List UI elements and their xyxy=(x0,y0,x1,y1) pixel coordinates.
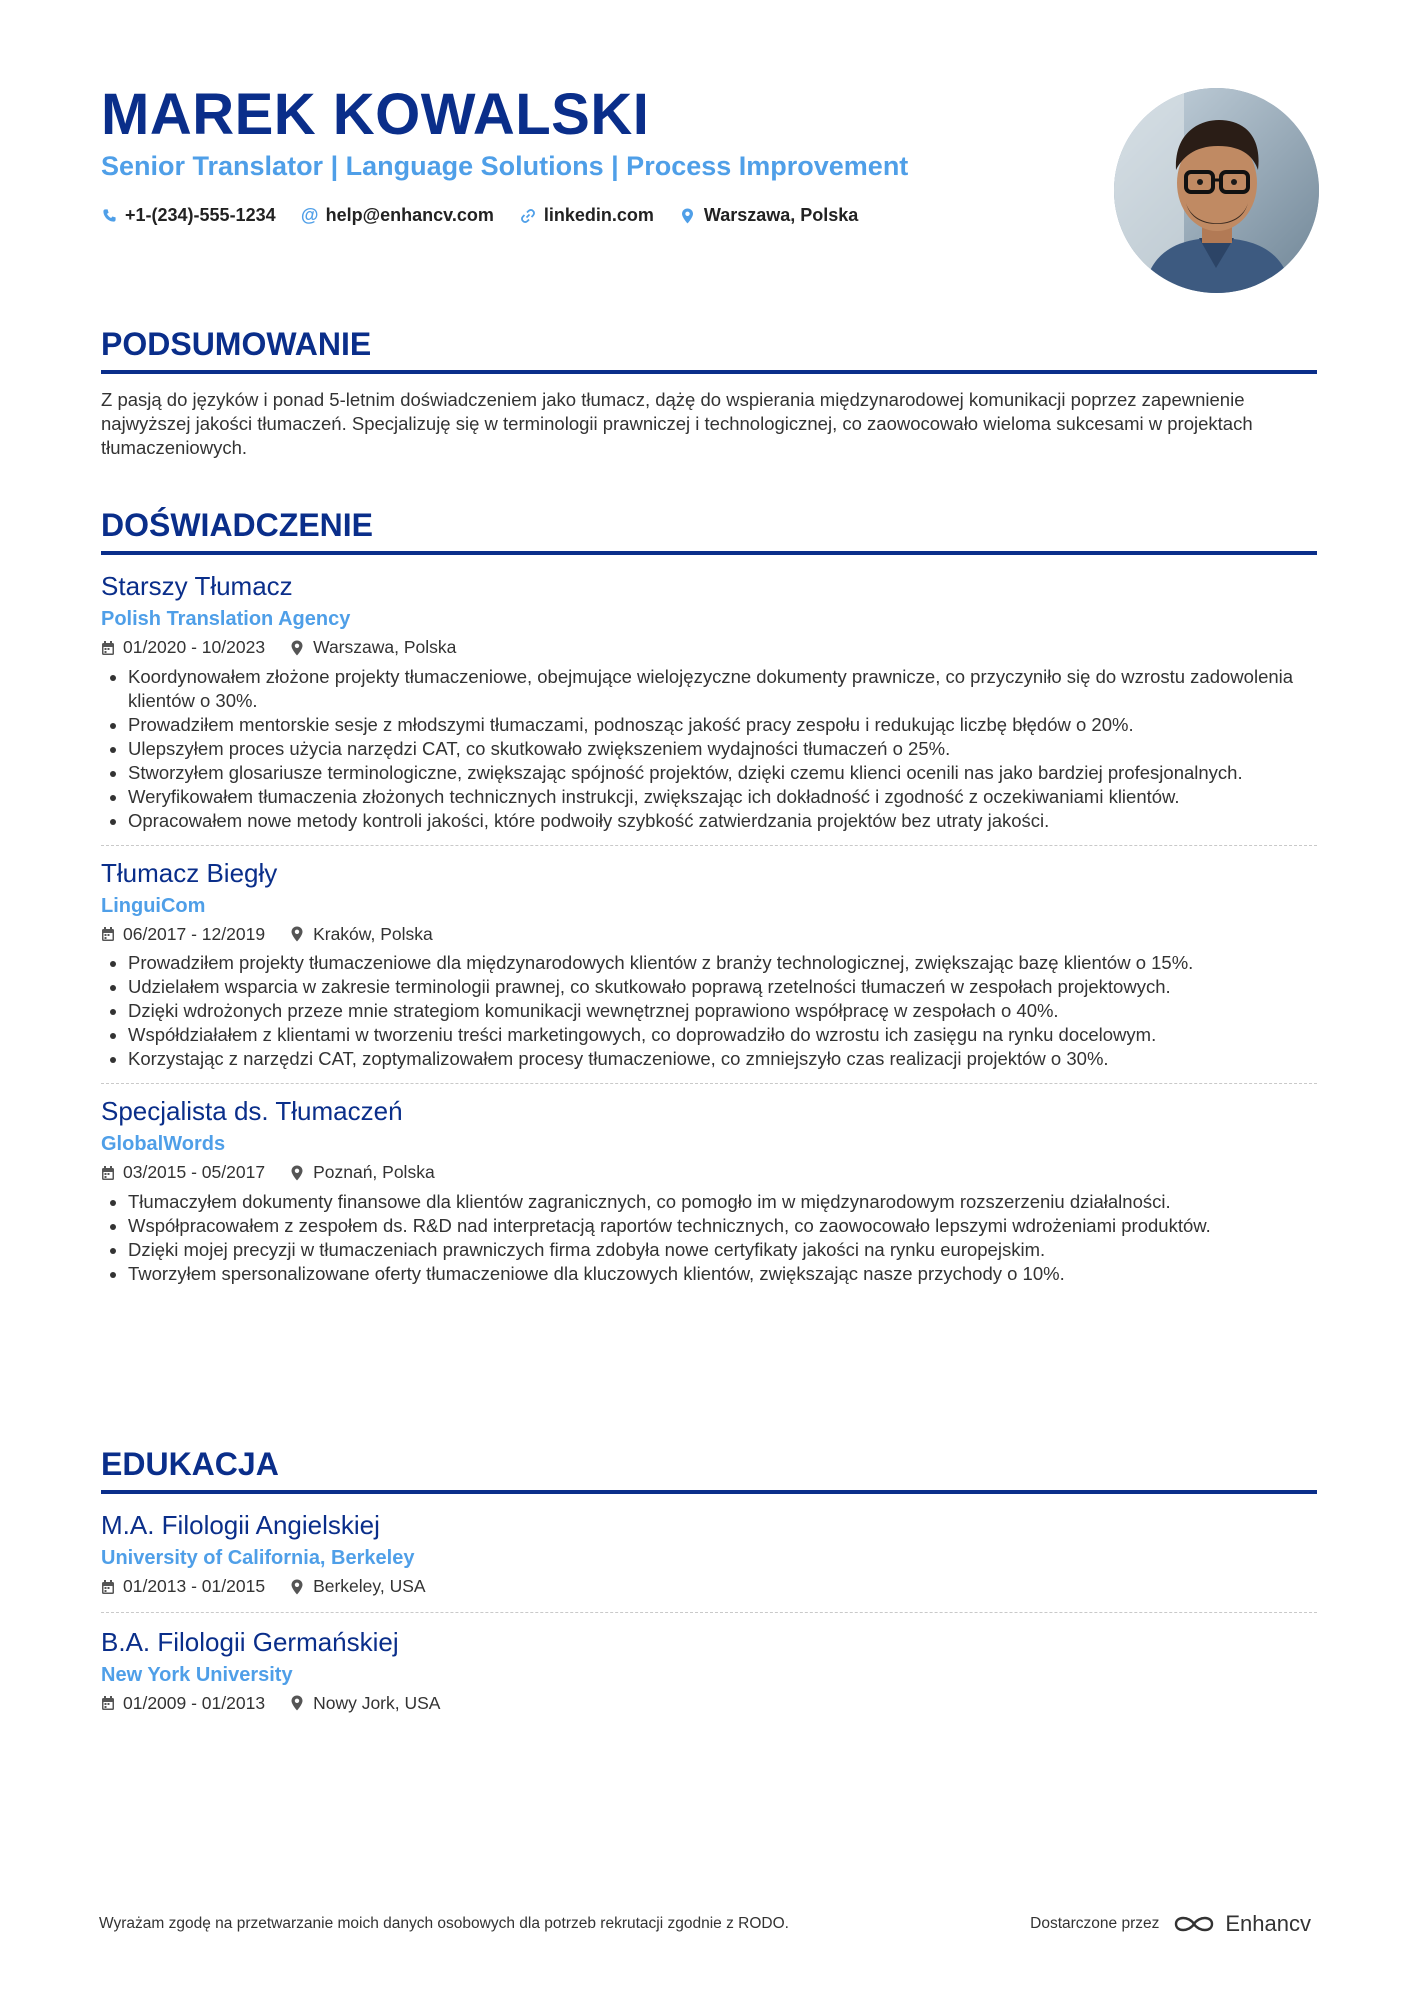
job-location-text: Kraków, Polska xyxy=(313,923,433,944)
contact-location xyxy=(680,205,858,226)
job-company: Polish Translation Agency xyxy=(101,608,351,630)
location-pin-icon xyxy=(680,208,696,224)
job-dates xyxy=(101,1164,265,1182)
experience-heading: DOŚWIADCZENIE xyxy=(101,509,1317,555)
powered-by-label: Dostarczone przez xyxy=(1030,1915,1160,1932)
job-title: Starszy Tłumacz xyxy=(101,571,293,601)
job-meta xyxy=(101,923,1317,944)
job-dates-text: 03/2015 - 05/2017 xyxy=(123,1162,266,1182)
education-entry xyxy=(101,1512,1317,1596)
job-location-text: Warszawa, Polska xyxy=(313,637,457,657)
enhancv-logo xyxy=(1171,1911,1311,1937)
education-heading: EDUKACJA xyxy=(101,1448,1317,1494)
education-dates-text: 01/2009 - 01/2013 xyxy=(123,1692,266,1713)
list-item: • Prowadziłem projekty tłumaczeniowe dla międzynarodowych klientów z branży technologicznej, zwiększając bazę klientów o 15%. xyxy=(128,951,1317,975)
list-item: • Tłumaczyłem dokumenty finansowe dla klientów zagranicznych, co pomogło im w międzynarodowym rozszerzeniu działalności. xyxy=(128,1190,1317,1214)
location-pin-icon xyxy=(291,1579,305,1595)
education-divider xyxy=(101,1612,1317,1613)
school-name: University of California, Berkeley xyxy=(101,1547,415,1569)
education-location-text: Berkeley, USA xyxy=(313,1576,426,1596)
job-location-text: Poznań, Polska xyxy=(313,1162,435,1182)
calendar-icon xyxy=(101,640,115,656)
location-pin-icon xyxy=(291,1695,305,1711)
location-pin-icon xyxy=(291,1165,305,1181)
job-dates-text: 01/2020 - 10/2023 xyxy=(123,637,266,657)
list-item: • Współdziałałem z klientami w tworzeniu treści marketingowych, co doprowadziło do wzrostu ich zasięgu na rynku docelowym. xyxy=(128,1023,1317,1047)
job-company: LinguiCom xyxy=(101,894,206,917)
job-location xyxy=(291,1164,435,1182)
job-divider xyxy=(101,1083,1317,1084)
powered-by[interactable] xyxy=(1030,1911,1311,1937)
list-item: • Ulepszyłem proces użycia narzędzi CAT, co skutkowało zwiększeniem wydajności tłumaczeń o 25%. xyxy=(128,737,1317,761)
calendar-icon xyxy=(101,1165,115,1181)
job-dates xyxy=(101,639,265,657)
summary-section xyxy=(101,328,1317,460)
job-location xyxy=(291,923,433,944)
job-bullets xyxy=(101,665,1317,833)
list-item: • Dzięki wdrożonych przeze mnie strategiom komunikacji wewnętrznej poprawiono współpracę w zespołach o 40%. xyxy=(128,999,1317,1023)
calendar-icon xyxy=(101,1695,115,1711)
phone-icon xyxy=(101,208,117,224)
consent-text: Wyrażam zgodę na przetwarzanie moich danych osobowych dla potrzeb rekrutacji zgodnie z RODO. xyxy=(99,1915,789,1932)
location-pin-icon xyxy=(291,640,305,656)
education-dates xyxy=(101,1692,266,1713)
list-item: • Dzięki mojej precyzji w tłumaczeniach prawniczych firma zdobyła nowe certyfikaty jakości na rynku europejskim. xyxy=(128,1238,1317,1262)
education-location-text: Nowy Jork, USA xyxy=(313,1692,441,1713)
job-title: Tłumacz Biegły xyxy=(101,857,278,888)
contact-email[interactable] xyxy=(302,205,494,226)
at-icon: @ xyxy=(300,205,319,225)
list-item: • Stworzyłem glosariusze terminologiczne, zwiększając spójność projektów, dzięki czemu klienci ocenili nas jako bardziej profesjonalnych. xyxy=(128,761,1317,785)
list-item: • Tworzyłem spersonalizowane oferty tłumaczeniowe dla kluczowych klientów, zwiększając nasze przychody o 10%. xyxy=(128,1262,1317,1286)
education-entry xyxy=(101,1626,1317,1713)
job-bullets xyxy=(101,1190,1317,1286)
list-item: • Opracowałem nowe metody kontroli jakości, które podwoiły szybkość zatwierdzania projektów bez utraty jakości. xyxy=(128,809,1317,833)
job-company: GlobalWords xyxy=(101,1133,226,1155)
job-dates xyxy=(101,923,266,944)
contact-linkedin-text: linkedin.com xyxy=(543,205,654,225)
education-meta xyxy=(101,1578,1317,1596)
job-meta xyxy=(101,1164,1317,1182)
job-dates-text: 06/2017 - 12/2019 xyxy=(123,923,266,944)
job-meta xyxy=(101,639,1317,657)
list-item: • Koordynowałem złożone projekty tłumaczeniowe, obejmujące wielojęzyczne dokumenty prawnicze, co przyczyniło się do wzrostu zadowolenia klientów o 30%. xyxy=(128,665,1317,713)
education-dates-text: 01/2013 - 01/2015 xyxy=(123,1576,266,1596)
education-location xyxy=(291,1692,441,1713)
calendar-icon xyxy=(101,1579,115,1595)
job-location xyxy=(291,639,456,657)
job-entry xyxy=(101,857,1317,1072)
education-dates xyxy=(101,1578,265,1596)
job-divider xyxy=(101,845,1317,846)
contact-email-text: help@enhancv.com xyxy=(325,205,494,225)
contact-location-text: Warszawa, Polska xyxy=(703,205,859,225)
education-location xyxy=(291,1578,426,1596)
list-item: • Korzystając z narzędzi CAT, zoptymalizowałem procesy tłumaczeniowe, co zmniejszyło czas realizacji projektów o 30%. xyxy=(128,1047,1317,1071)
summary-heading: PODSUMOWANIE xyxy=(101,328,1317,374)
candidate-name: MAREK KOWALSKI xyxy=(101,82,650,147)
list-item: • Udzielałem wsparcia w zakresie terminologii prawnej, co skutkowało poprawą rzetelności tłumaczeń w zespołach projektowych. xyxy=(128,975,1317,999)
brand-name: Enhancv xyxy=(1225,1911,1311,1936)
education-meta xyxy=(101,1692,1317,1713)
job-title: Specjalista ds. Tłumaczeń xyxy=(101,1096,403,1126)
infinity-logo-icon xyxy=(1171,1913,1217,1935)
page-footer xyxy=(99,1911,1311,1937)
job-entry xyxy=(101,1098,1317,1286)
candidate-subtitle: Senior Translator | Language Solutions | Process Improvement xyxy=(101,151,909,181)
job-entry xyxy=(101,573,1317,833)
profile-photo xyxy=(1114,88,1319,293)
contact-phone-text: +1-(234)-555-1234 xyxy=(125,205,276,225)
degree-title: M.A. Filologii Angielskiej xyxy=(101,1510,380,1540)
link-icon xyxy=(520,208,536,224)
school-name: New York University xyxy=(101,1663,293,1686)
list-item: • Prowadziłem mentorskie sesje z młodszymi tłumaczami, podnosząc jakość pracy zespołu i redukując liczbę błędów o 20%. xyxy=(128,713,1317,737)
contact-linkedin[interactable] xyxy=(520,205,654,226)
experience-section xyxy=(101,509,1317,1286)
summary-text: Z pasją do języków i ponad 5-letnim doświadczeniem jako tłumacz, dążę do wspierania międzynarodowej komunikacji poprzez zapewnienie najwyższej jakości tłumaczeń. Specjalizuję się w terminologii prawniczej i technologicznej, co zaowocowało wieloma sukcesami w projektach tłumaczeniowych. xyxy=(101,389,1253,458)
calendar-icon xyxy=(101,926,115,942)
list-item: • Współpracowałem z zespołem ds. R&D nad interpretacją raportów technicznych, co zaowocowało lepszymi wdrożeniami produktów. xyxy=(128,1214,1317,1238)
list-item: • Weryfikowałem tłumaczenia złożonych technicznych instrukcji, zwiększając ich dokładność i zgodność z oczekiwaniami klientów. xyxy=(128,785,1317,809)
contact-bar xyxy=(101,205,858,226)
degree-title: B.A. Filologii Germańskiej xyxy=(101,1626,399,1657)
job-bullets xyxy=(101,951,1317,1071)
contact-phone[interactable] xyxy=(101,205,276,226)
education-section xyxy=(101,1448,1317,1712)
location-pin-icon xyxy=(291,926,305,942)
